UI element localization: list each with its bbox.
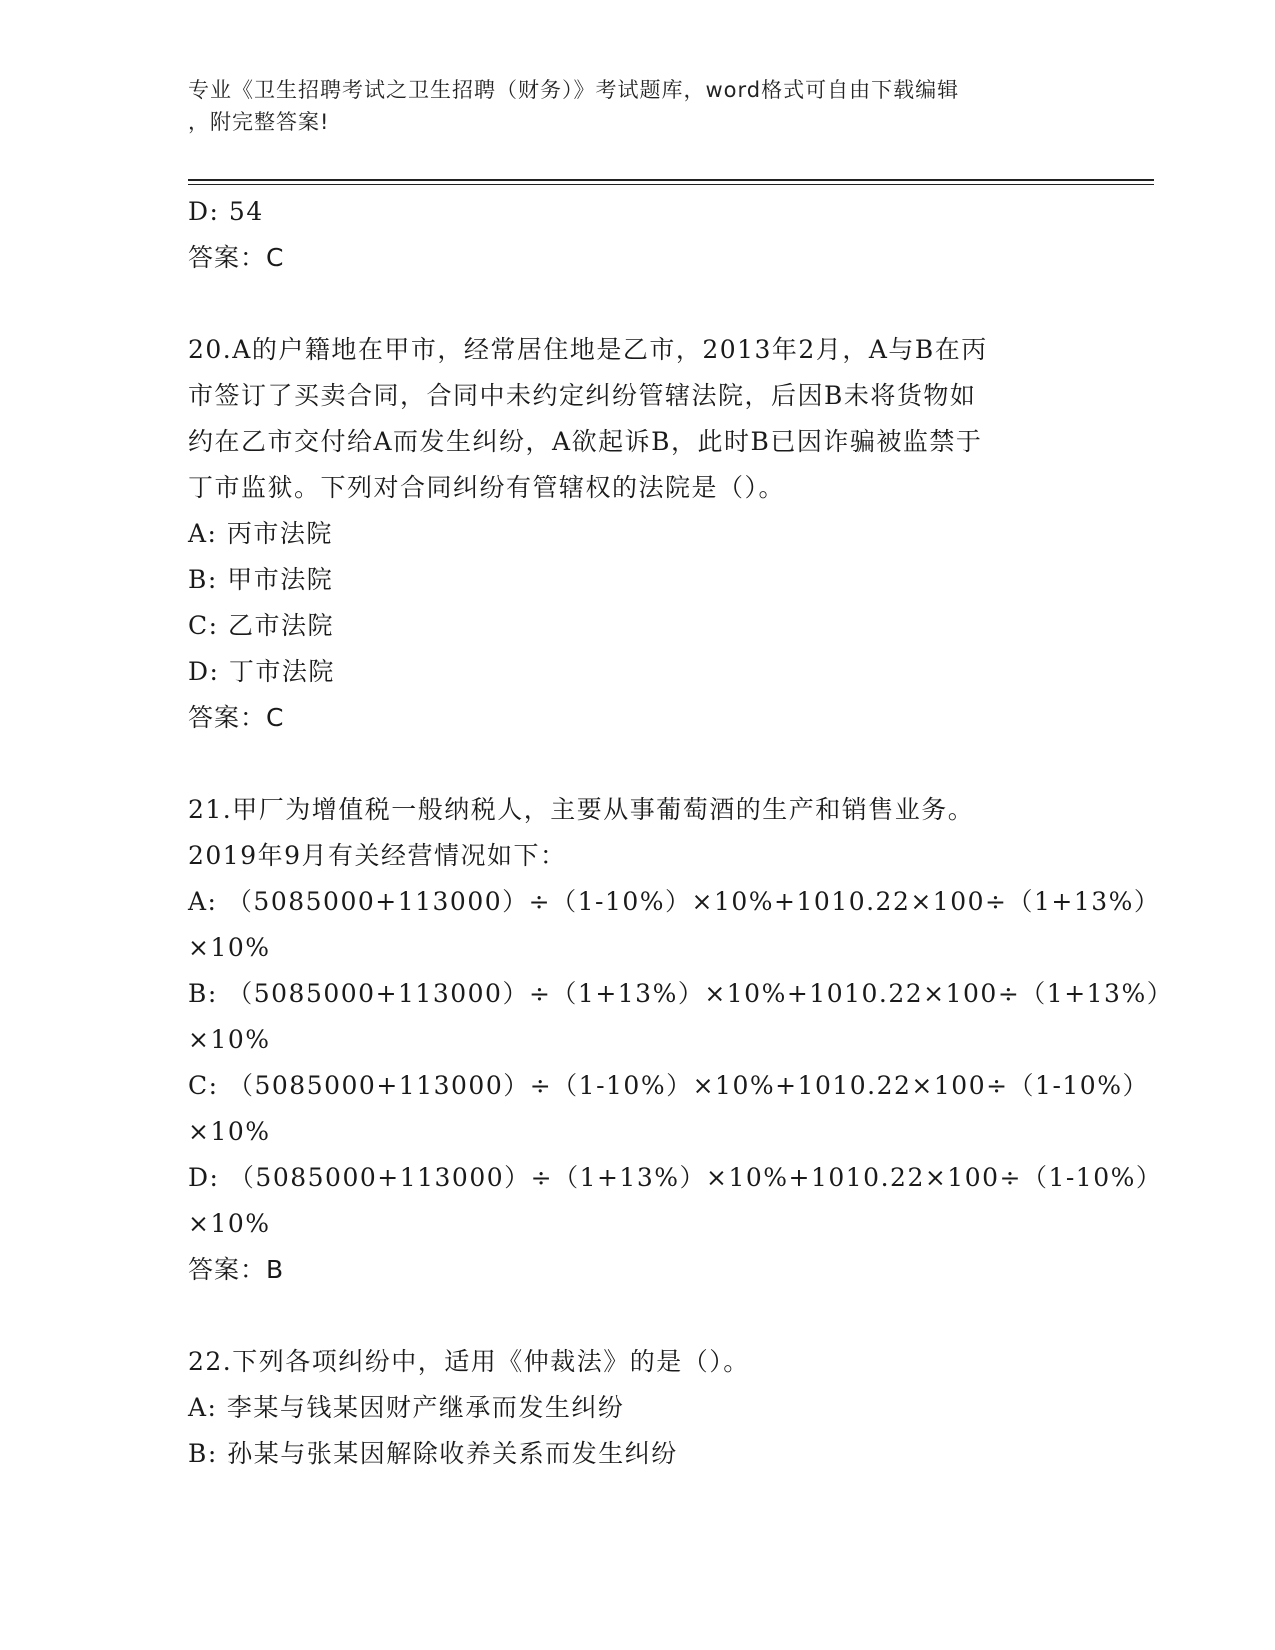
- option-d-continued: ×10%: [188, 1209, 271, 1238]
- question-text-line: 22.下列各项纠纷中，适用《仲裁法》的是（）。: [188, 1347, 750, 1376]
- question-text-line: 约在乙市交付给A而发生纠纷，A欲起诉B，此时B已因诈骗被监禁于: [188, 427, 983, 456]
- option-b: B: 甲市法院: [188, 565, 334, 594]
- question-text-line: 20.A的户籍地在甲市，经常居住地是乙市，2013年2月，A与B在丙: [188, 335, 988, 364]
- option-b: B: 孙某与张某因解除收养关系而发生纠纷: [188, 1439, 678, 1468]
- spacer: [188, 281, 1088, 327]
- option-d: D: 丁市法院: [188, 657, 335, 686]
- option-c: C: 乙市法院: [188, 611, 334, 640]
- header-divider-thick: [188, 179, 1154, 181]
- question-text-line: 2019年9月有关经营情况如下：: [188, 841, 567, 870]
- question-text-line: 21.甲厂为增值税一般纳税人，主要从事葡萄酒的生产和销售业务。: [188, 795, 975, 824]
- option-b: B: （5085000+113000）÷（1+13%）×10%+1010.22×100÷（1+13%）: [188, 979, 1174, 1008]
- answer-line: 答案：B: [188, 1255, 285, 1284]
- header-line-2: ，附完整答案!: [188, 110, 330, 134]
- question-21: [188, 787, 1174, 1293]
- question-20: [188, 327, 1088, 741]
- option-b-continued: ×10%: [188, 1025, 271, 1054]
- header-line-1: 专业《卫生招聘考试之卫生招聘（财务）》考试题库，word格式可自由下载编辑: [188, 78, 960, 102]
- answer-line: 答案：C: [188, 703, 285, 732]
- option-a: A: （5085000+113000）÷（1-10%）×10%+1010.22×100÷（1+13%）: [188, 887, 1161, 916]
- page-header: [188, 74, 1068, 138]
- spacer: [188, 1293, 1088, 1339]
- header-divider-thin: [188, 184, 1154, 185]
- option-a-continued: ×10%: [188, 933, 271, 962]
- option-a: A: 李某与钱某因财产继承而发生纠纷: [188, 1393, 625, 1422]
- option-d: D: （5085000+113000）÷（1+13%）×10%+1010.22×100÷（1-10%）: [188, 1163, 1163, 1192]
- question-19-tail: [188, 189, 1088, 281]
- answer-line: 答案：C: [188, 243, 285, 272]
- option-c-continued: ×10%: [188, 1117, 271, 1146]
- option-a: A: 丙市法院: [188, 519, 333, 548]
- question-22: [188, 1339, 1088, 1477]
- option-c: C: （5085000+113000）÷（1-10%）×10%+1010.22×100÷（1-10%）: [188, 1071, 1149, 1100]
- question-text-line: 市签订了买卖合同，合同中未约定纠纷管辖法院，后因B未将货物如: [188, 381, 977, 410]
- option-d: D: 54: [188, 197, 264, 226]
- question-text-line: 丁市监狱。下列对合同纠纷有管辖权的法院是（）。: [188, 473, 786, 502]
- spacer: [188, 741, 1088, 787]
- question-content: [188, 189, 1174, 1477]
